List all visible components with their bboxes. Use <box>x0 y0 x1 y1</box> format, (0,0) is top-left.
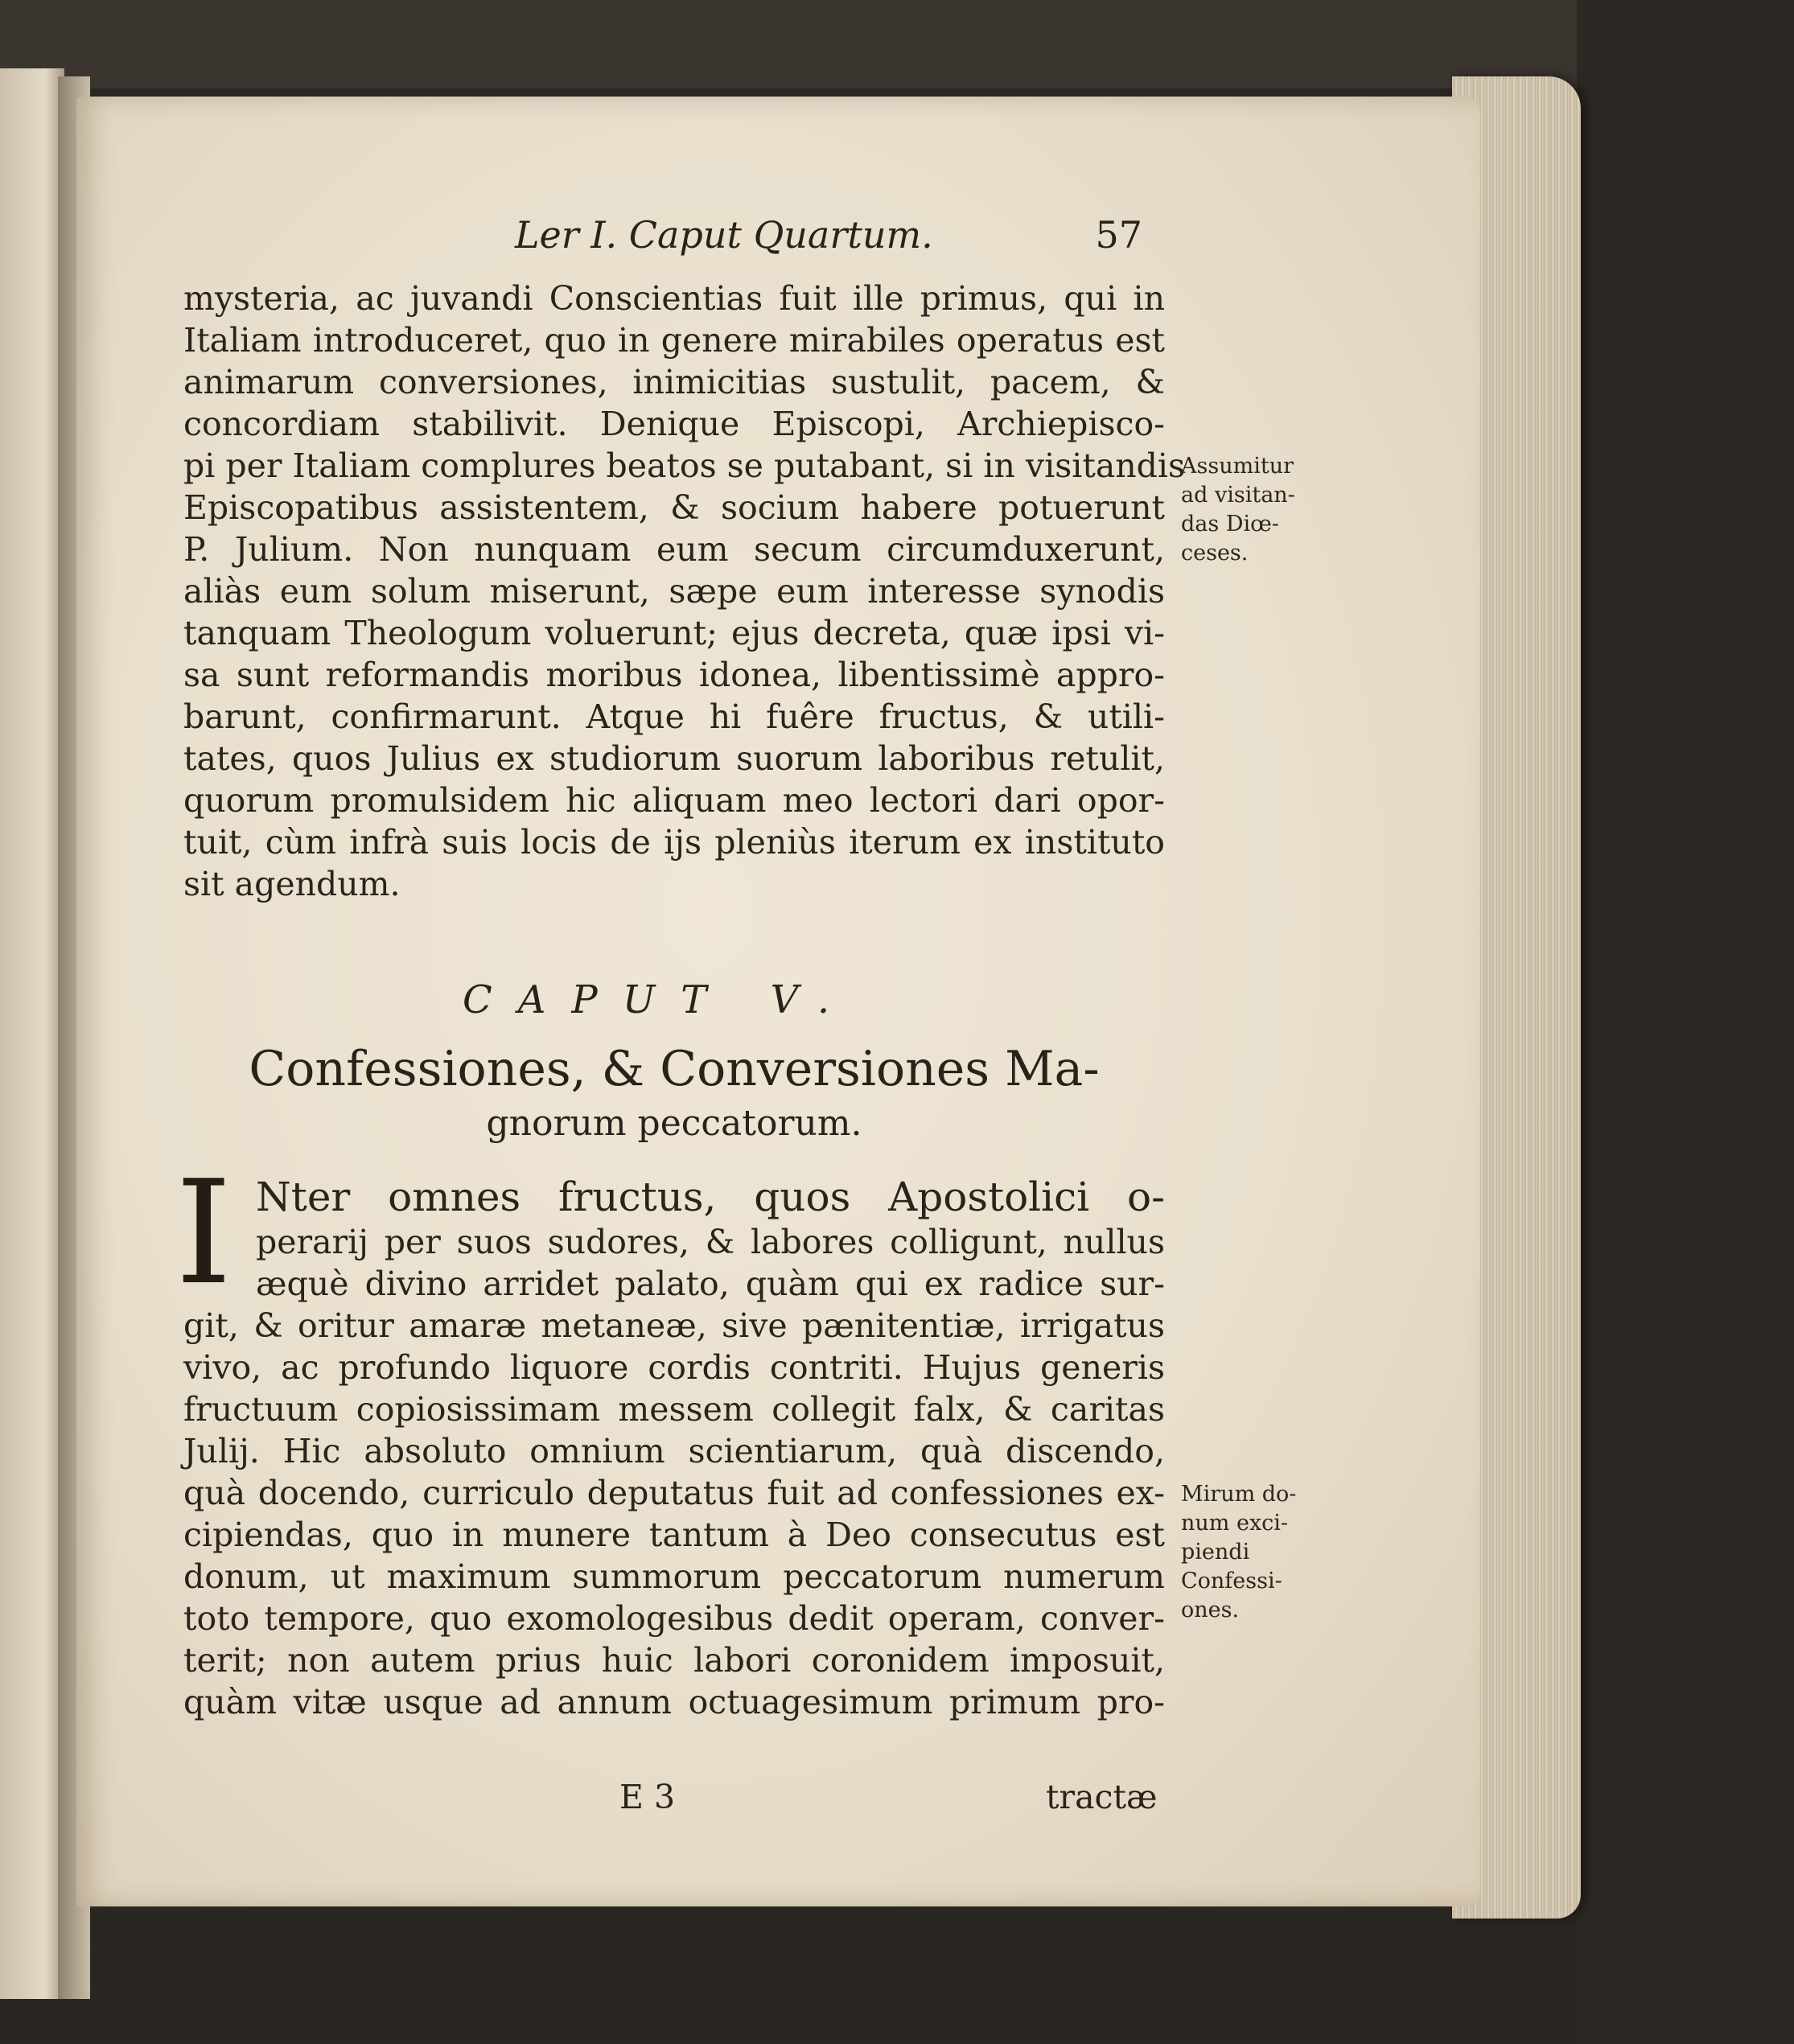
background-right <box>1577 0 1794 2044</box>
chapter-title <box>183 1038 1165 1147</box>
text-line: git, & oritur amaræ metaneæ, sive pænitentiæ, irrigatus <box>183 1306 1165 1345</box>
marginal-note <box>1181 452 1334 568</box>
text-line: fructuum copiosissimam messem collegit falx, & caritas <box>183 1390 1165 1429</box>
text-line: Episcopatibus assistentem, & socium habere potuerunt <box>183 488 1165 527</box>
text-line: barunt, confirmarunt. Atque hi fuêre fructus, & utili- <box>183 697 1165 736</box>
text-line: Nter omnes fructus, quos Apostolici o- <box>256 1174 1165 1220</box>
running-head <box>515 213 1142 269</box>
page-number: 57 <box>1095 213 1142 257</box>
text-line: donum, ut maximum summorum peccatorum numerum <box>183 1557 1165 1596</box>
text-line: cipiendas, quo in munere tantum à Deo consecutus est <box>183 1516 1165 1554</box>
text-line: tuit, cùm infrà suis locis de ijs pleniùs iterum ex instituto <box>183 823 1165 862</box>
marginal-line: Confessi- <box>1181 1569 1282 1594</box>
text-line: tanquam Theologum voluerunt; ejus decreta, quæ ipsi vi- <box>183 614 1165 652</box>
drop-cap: I <box>175 1149 232 1316</box>
text-line: quà docendo, curriculo deputatus fuit ad confessiones ex- <box>183 1474 1165 1512</box>
marginal-line: ceses. <box>1181 541 1249 565</box>
chapter-label: CAPUT V. <box>463 977 856 1022</box>
paragraph-opening <box>256 1173 1165 1305</box>
text-line: Italiam introduceret, quo in genere mirabiles operatus est <box>183 321 1165 360</box>
facing-page-edge <box>0 68 64 1999</box>
text-line: vivo, ac profundo liquore cordis contriti. Hujus generis <box>183 1348 1165 1387</box>
background-shadow <box>0 0 1794 88</box>
text-line: quàm vitæ usque ad annum octuagesimum primum pro- <box>183 1683 1165 1721</box>
paragraph-continued <box>183 278 1186 905</box>
text-line: æquè divino arridet palato, quàm qui ex radice sur- <box>256 1265 1165 1303</box>
text-line: animarum conversiones, inimicitias sustulit, pacem, & <box>183 363 1165 401</box>
marginal-line: piendi <box>1181 1540 1250 1565</box>
text-line: aliàs eum solum miserunt, sæpe eum interesse synodis <box>183 572 1165 611</box>
text-line: sit agendum. <box>183 865 401 903</box>
text-line: tates, quos Julius ex studiorum suorum laboribus retulit, <box>183 739 1165 778</box>
chapter-title-line: gnorum peccatorum. <box>486 1103 862 1144</box>
chapter-title-line: Confessiones, & Conversiones Ma- <box>249 1041 1100 1097</box>
signature-mark: E 3 <box>619 1778 676 1816</box>
text-line: quorum promulsidem hic aliquam meo lectori dari opor- <box>183 781 1165 820</box>
marginal-note <box>1181 1480 1334 1625</box>
marginal-line: Assumitur <box>1181 454 1294 479</box>
catchword: tractæ <box>1046 1778 1158 1816</box>
paragraph-body <box>183 1305 1165 1723</box>
marginal-line: ones. <box>1181 1598 1240 1622</box>
text-line: terit; non autem prius huic labori coronidem imposuit, <box>183 1641 1165 1680</box>
text-line: mysteria, ac juvandi Conscientias fuit ille primus, qui in <box>183 279 1165 318</box>
text-line: concordiam stabilivit. Denique Episcopi, Archiepisco- <box>183 405 1165 443</box>
marginal-line: das Diœ- <box>1181 512 1279 537</box>
text-line: pi per Italiam complures beatos se putabant, si in visitandis <box>183 446 1186 485</box>
marginal-line: Mirum do- <box>1181 1482 1297 1507</box>
text-line: Julij. Hic absoluto omnium scientiarum, quà discendo, <box>183 1432 1165 1470</box>
marginal-line: num exci- <box>1181 1511 1289 1536</box>
text-line: sa sunt reformandis moribus idonea, libentissimè appro- <box>183 656 1165 694</box>
text-line: perarij per suos sudores, & labores colligunt, nullus <box>256 1223 1165 1261</box>
running-head-title: Ler I. Caput Quartum. <box>515 213 933 257</box>
text-line: toto tempore, quo exomologesibus dedit operam, conver- <box>183 1599 1165 1638</box>
text-line: P. Julium. Non nunquam eum secum circumduxerunt, <box>183 530 1165 569</box>
marginal-line: ad visitan- <box>1181 483 1295 508</box>
